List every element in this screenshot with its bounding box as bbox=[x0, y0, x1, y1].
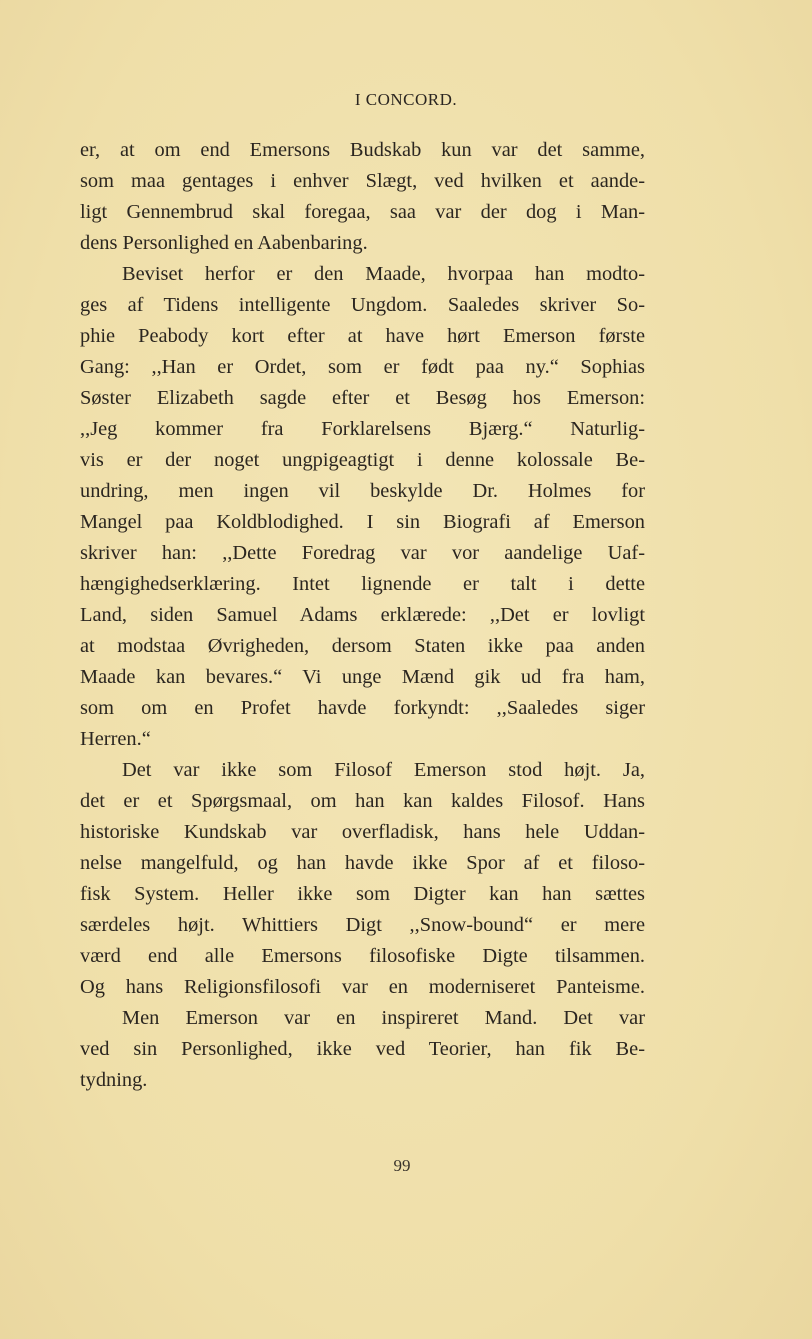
text-line: Søster Elizabeth sagde efter et Besøg hos Emerson: bbox=[80, 387, 645, 409]
body-text bbox=[80, 135, 645, 1096]
text-line: Og hans Religionsfilosofi var en moderniseret Panteisme. bbox=[80, 976, 645, 998]
text-line: Men Emerson var en inspireret Mand. Det var bbox=[122, 1007, 645, 1029]
text-line: Gang: ,,Han er Ordet, som er født paa ny.“ Sophias bbox=[80, 356, 645, 378]
paragraph-4 bbox=[80, 1003, 645, 1096]
text-line: fisk System. Heller ikke som Digter kan han sættes bbox=[80, 883, 645, 905]
paragraph-1 bbox=[80, 135, 645, 259]
text-line: Beviset herfor er den Maade, hvorpaa han modto- bbox=[122, 263, 645, 285]
text-line: ligt Gennembrud skal foregaa, saa var der dog i Man- bbox=[80, 201, 645, 223]
text-line: det er et Spørgsmaal, om han kan kaldes Filosof. Hans bbox=[80, 790, 645, 812]
text-line: ved sin Personlighed, ikke ved Teorier, han fik Be- bbox=[80, 1038, 645, 1060]
text-line: ,,Jeg kommer fra Forklarelsens Bjærg.“ Naturlig- bbox=[80, 418, 645, 440]
text-line: vis er der noget ungpigeagtigt i denne kolossale Be- bbox=[80, 449, 645, 471]
text-line: Maade kan bevares.“ Vi unge Mænd gik ud fra ham, bbox=[80, 666, 645, 688]
text-line: Det var ikke som Filosof Emerson stod højt. Ja, bbox=[122, 759, 645, 781]
text-line: hængighedserklæring. Intet lignende er talt i dette bbox=[80, 573, 645, 595]
text-line: tydning. bbox=[80, 1069, 148, 1091]
text-line: skriver han: ,,Dette Foredrag var vor aandelige Uaf- bbox=[80, 542, 645, 564]
page-number: 99 bbox=[393, 1156, 411, 1175]
text-line: undring, men ingen vil beskylde Dr. Holmes for bbox=[80, 480, 645, 502]
paragraph-3 bbox=[80, 755, 645, 1003]
text-line: at modstaa Øvrigheden, dersom Staten ikke paa anden bbox=[80, 635, 645, 657]
text-line: nelse mangelfuld, og han havde ikke Spor af et filoso- bbox=[80, 852, 645, 874]
text-line: værd end alle Emersons filosofiske Digte tilsammen. bbox=[80, 945, 645, 967]
text-line: Herren.“ bbox=[80, 728, 151, 750]
text-line: dens Personlighed en Aabenbaring. bbox=[80, 232, 368, 254]
text-line: særdeles højt. Whittiers Digt ,,Snow-bound“ er mere bbox=[80, 914, 645, 936]
text-line: Land, siden Samuel Adams erklærede: ,,Det er lovligt bbox=[80, 604, 645, 626]
text-line: som om en Profet havde forkyndt: ,,Saaledes siger bbox=[80, 697, 645, 719]
text-line: historiske Kundskab var overfladisk, hans hele Uddan- bbox=[80, 821, 645, 843]
text-line: phie Peabody kort efter at have hørt Emerson første bbox=[80, 325, 645, 347]
running-head: I CONCORD. bbox=[354, 90, 458, 109]
text-line: er, at om end Emersons Budskab kun var det samme, bbox=[80, 139, 645, 161]
text-line: ges af Tidens intelligente Ungdom. Saaledes skriver So- bbox=[80, 294, 645, 316]
text-line: som maa gentages i enhver Slægt, ved hvilken et aande- bbox=[80, 170, 645, 192]
text-line: Mangel paa Koldblodighed. I sin Biografi af Emerson bbox=[80, 511, 645, 533]
paragraph-2 bbox=[80, 259, 645, 755]
